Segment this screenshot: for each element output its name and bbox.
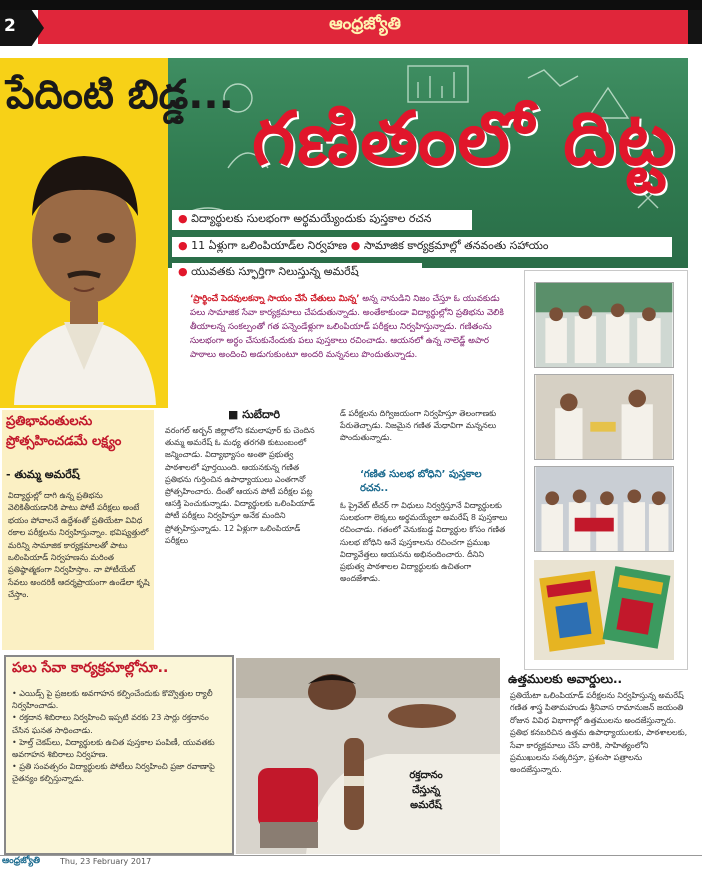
top-border xyxy=(0,0,702,10)
next-page-tab xyxy=(688,10,702,44)
intro-text: అన్న నానుడిని నిజం చేస్తూ ఓ యువకుడు పలు సామాజిక సేవా కార్యక్రమాలు చేపడుతున్నాడు. అంతేకాకుండా విద్యార్థుల్లోని ప్రతిభను వెలికి తీయాలన్న సంకల్పంతో గత పన్నెండేళ్లుగా ఒలింపియాడ్ పరీక్షలు నిర్వహిస్తున్నాడు. గణితంను సులభంగా అర్థం చేసుకునేందుకు పలు పుస్తకాలు రచించాడు. ఆయనలో ఉన్న నాలెడ్జ్ అపార పాఠాలు అందించి అడుగుకుంటూ అందరి మన్ననలు పొందుతున్నాడు. xyxy=(190,294,504,360)
blood-donation-photo xyxy=(236,658,500,854)
list-item: • ఎయిడ్స్ పై ప్రజలకు అవగాహన కల్పించేందుకు కొవ్వొత్తుల ర్యాలీ నిర్వహించాడు. xyxy=(12,689,213,711)
book-covers-photo xyxy=(534,560,674,660)
event-photo xyxy=(534,466,674,552)
list-item: • రక్తదాన శిబిరాలు నిర్వహించి ఇప్పటి వరకు 23 సార్లు రక్తదానం చేసిన ఘనత సాధించాడు. xyxy=(12,713,209,735)
intro-paragraph xyxy=(190,292,508,362)
subheading: ‘గణిత సులభ బోధిని’ పుస్తకాల రచన.. xyxy=(360,469,482,494)
service-activities-list xyxy=(12,688,226,786)
sidebar-title: ప్రతిభావంతులను ప్రోత్సహించడమే లక్ష్యం xyxy=(6,414,122,449)
photo-caption: రక్తదానం చేస్తున్న అమరేష్ xyxy=(409,770,443,811)
page-number: 2 xyxy=(4,16,16,36)
headline-title: గణితంలో దిట్ట xyxy=(252,96,677,182)
newspaper-name: ఆంధ్రజ్యోతి xyxy=(329,14,401,34)
bullet-point: ● యువతకు స్ఫూర్తిగా నిలుస్తున్న అమరేష్ xyxy=(172,263,422,283)
intro-lead: ‘ప్రార్థించే పెదవులకన్నా సాయం చేసే చేతులు మిన్న’ xyxy=(190,294,360,304)
footer-date: Thu, 23 February 2017 xyxy=(60,857,152,866)
footer-logo: ఆంధ్రజ్యోతి xyxy=(2,856,41,866)
sidebar-body: విద్యార్థుల్లో దాగి ఉన్న ప్రతిభను వెలికితీయడానికి పాటు పోటీ పరీక్షలు అంటే భయం పోవాలనే ఉద్దేశంతో ప్రతియేటా వివిధ రకాల పరీక్షలను నిర్వహిస్తున్నాం. భవిష్యత్తులో మరిన్ని సామాజిక కార్యక్రమాలతో పాటు ఒలింపియాడ్ నిర్వహణను మరింత ప్రతిష్ఠాత్మకంగా నిర్వహిస్తాం. నా పోటీయేట్ సేవలు అందరికీ ఆదర్శప్రాయంగా ఉండేలా కృషి చేస్తాం. xyxy=(8,491,150,600)
bullet-point: ● 11 ఏళ్లుగా ఒలింపియాడ్‌ల నిర్వహణ ● సామాజిక కార్యక్రమాల్లో తనవంతు సహాయం xyxy=(172,237,672,257)
article-column-2-top: డ్ పరీక్షలను దిగ్విజయంగా నిర్వహిస్తూ తెలంగాణకు పేరుతెచ్చాడు. నిజమైన గణిత మేధావిగా మన్ననలు పొందుతున్నాడు. xyxy=(340,409,497,443)
headline-kicker: పేదింటి బిడ్డ... xyxy=(6,72,234,118)
portrait-photo xyxy=(4,130,164,405)
event-photo xyxy=(534,282,674,368)
article-column-2-bottom: ఓ ప్రైవేట్ టీచర్ గా విధులు నిర్వర్తిస్తూనే విద్యార్థులకు సులభంగా లెక్కలు అర్థమయ్యేలా అమరేష్ 8 పుస్తకాలు రచించాడు. గతంలో వెనుకబడ్డ విద్యార్థుల కోసం గణిత సులభ బోధిని అనే పుస్తకాలను రచించగా ప్రముఖ విద్యావేత్తలు ఆయనను అభినందించారు. దీనిని ప్రభుత్వ పాఠశాలల విద్యార్థులకు ఉచితంగా అందజేశాడు. xyxy=(340,501,508,584)
awards-title: ఉత్తములకు అవార్డులు.. xyxy=(508,672,623,686)
article-column-1: వరంగల్ అర్బన్ జిల్లాలోని కమలాపూర్ కు చెందిన తుమ్మ అమరేష్ ఓ మధ్య తరగతి కుటుంబంలో జన్మించాడు. విద్యాభ్యాసం అంతా ప్రభుత్వ పాఠశాలలో పూర్తయింది. ఆయనకున్న గణిత ప్రతిభను గుర్తించిన ఉపాధ్యాయులు ఎంతగానో ప్రోత్సహించారు. దీంతో ఆయన పోటీ పరీక్షల పట్ల ఆసక్తి పెంచుకున్నాడు. విద్యార్థులకు ఒలింపియాడ్ పోటీ పరీక్షలు నిర్వహిస్తూ అనేక మందిని ప్రోత్సహిస్తున్నాడు. 12 ఏళ్లుగా ఒలింపియాడ్ పరీక్షలు xyxy=(165,426,315,545)
dateline: ■ సుబేదారి xyxy=(228,408,280,421)
list-item: • హెల్త్ చెకప్‌లు, విద్యార్థులకు ఉచిత పుస్తకాల పంపిణీ, యువతకు అవగాహన శిబిరాలు నిర్వహణ. xyxy=(12,737,215,760)
event-photo xyxy=(534,374,674,460)
awards-body: ప్రతియేటా ఒలింపియాడ్ పరీక్షలను నిర్వహిస్తున్న అమరేష్ గణిత శాస్త్ర పితామహుడు శ్రీనివాస రామానుజన్ జయంతి రోజున వివిధ విభాగాల్లో ఉత్తములను అందజేస్తున్నారు. ప్రతిభ కనబరిచిన ఉత్తమ ఉపాధ్యాయులకు, పాఠశాలలకు, సేవా కార్యక్రమాలు చేసే వారికి, సాహిత్యంలోని ప్రముఖులను సత్కరిస్తూ, ప్రశంసా పత్రాలను అందజేస్తున్నారు. xyxy=(510,691,688,775)
list-item: • ప్రతి సంవత్సరం విద్యార్థులకు పోటీలు నిర్వహించి ప్రజా రవాణాపై చైతన్యం కల్పిస్తున్నాడు. xyxy=(12,762,215,784)
sidebar-author: - తుమ్మ అమరేష్ xyxy=(6,468,80,481)
service-activities-title: పలు సేవా కార్యక్రమాల్లోనూ.. xyxy=(12,660,169,676)
bullet-point: ● విద్యార్థులకు సులభంగా అర్థమయ్యేందుకు పుస్తకాల రచన xyxy=(172,210,472,230)
